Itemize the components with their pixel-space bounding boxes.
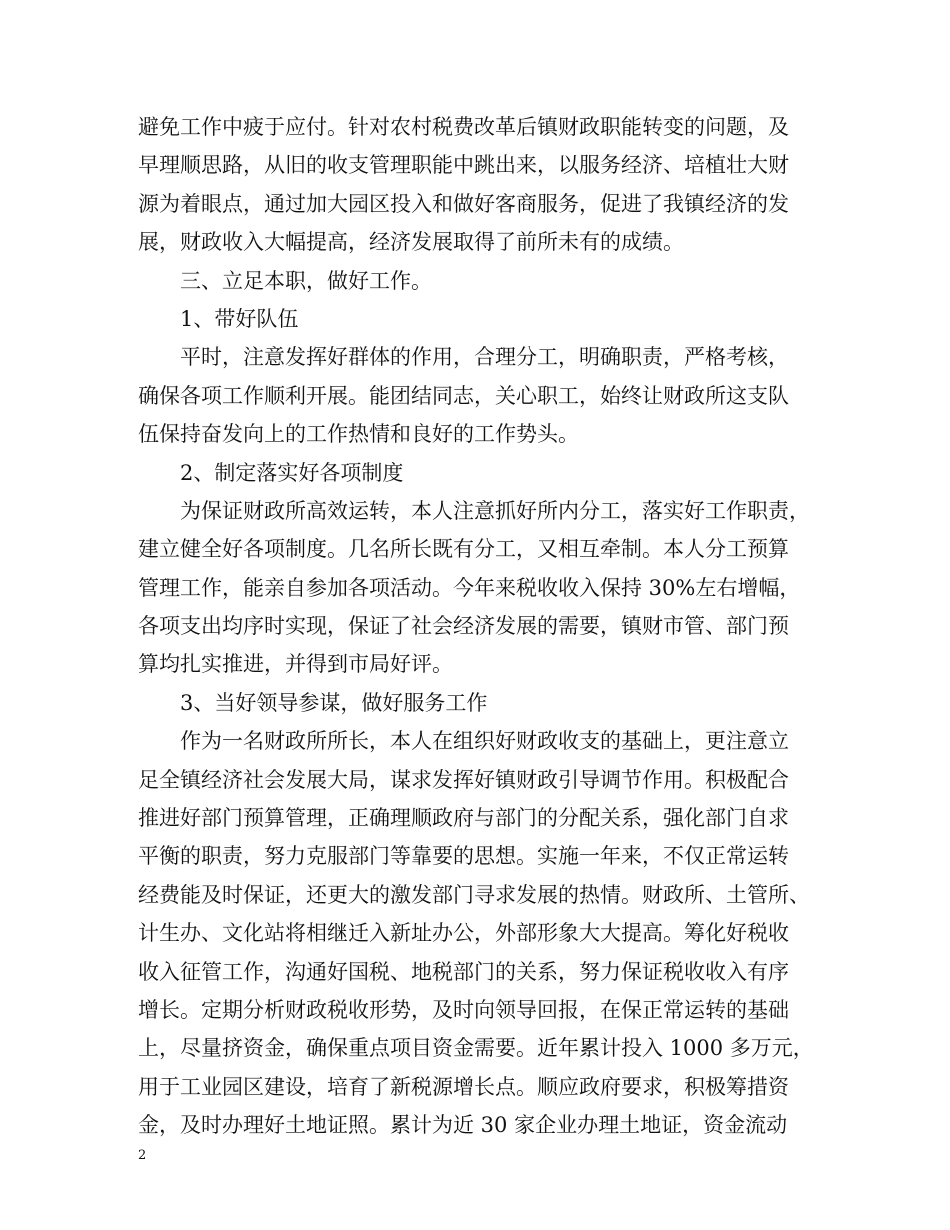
text-line-8: 确保各项工作顺利开展。能团结同志，关心职工，始终让财政所这支队 [138, 383, 789, 408]
text-line-20: 平衡的职责，努力克服部门等靠要的思想。实施一年来，不仅正常运转 [138, 844, 789, 869]
text-line-13: 管理工作，能亲自参加各项活动。今年来税收收入保持 30%左右增幅， [138, 575, 801, 600]
text-line-15: 算均扎实推进，并得到市局好评。 [138, 652, 453, 677]
text-line-11: 为保证财政所高效运转，本人注意抓好所内分工，落实好工作职责， [180, 498, 810, 523]
body-text [138, 108, 828, 1145]
text-line-24: 增长。定期分析财政税收形势，及时向领导回报，在保正常运转的基础 [138, 997, 789, 1022]
text-line-22: 计生办、文化站将相继迁入新址办公，外部形象大大提高。筹化好税收 [138, 921, 789, 946]
text-line-25: 上，尽量挤资金，确保重点项目资金需要。近年累计投入 1000 多万元， [138, 1036, 814, 1061]
text-line-17: 作为一名财政所所长，本人在组织好财政收支的基础上，更注意立 [180, 729, 789, 754]
text-line-2: 早理顺思路，从旧的收支管理职能中跳出来，以服务经济、培植壮大财 [138, 153, 789, 178]
subsection-heading-1: 1、带好队伍 [180, 306, 299, 331]
text-line-26: 用于工业园区建设，培育了新税源增长点。顺应政府要求，积极筹措资 [138, 1074, 789, 1099]
text-line-12: 建立健全好各项制度。几名所长既有分工，又相互牵制。本人分工预算 [138, 537, 789, 562]
subsection-heading-3: 3、当好领导参谋，做好服务工作 [180, 690, 488, 715]
text-line-9: 伍保持奋发向上的工作热情和良好的工作势头。 [138, 422, 579, 447]
text-line-7: 平时，注意发挥好群体的作用，合理分工，明确职责，严格考核， [180, 345, 789, 370]
text-line-4: 展，财政收入大幅提高，经济发展取得了前所未有的成绩。 [138, 230, 684, 255]
text-line-23: 收入征管工作，沟通好国税、地税部门的关系，努力保证税收收入有序 [138, 959, 789, 984]
text-line-19: 推进好部门预算管理，正确理顺政府与部门的分配关系，强化部门自求 [138, 806, 789, 831]
section-heading: 三、立足本职，做好工作。 [180, 268, 432, 293]
text-line-14: 各项支出均序时实现，保证了社会经济发展的需要，镇财市管、部门预 [138, 614, 789, 639]
text-line-18: 足全镇经济社会发展大局，谋求发挥好镇财政引导调节作用。积极配合 [138, 767, 789, 792]
text-line-1: 避免工作中疲于应付。针对农村税费改革后镇财政职能转变的问题，及 [138, 115, 789, 139]
text-line-21: 经费能及时保证，还更大的激发部门寻求发展的热情。财政所、土管所、 [138, 882, 810, 907]
page-number: 2 [138, 1148, 147, 1163]
text-line-3: 源为着眼点，通过加大园区投入和做好客商服务，促进了我镇经济的发 [138, 191, 789, 216]
text-line-27: 金，及时办理好土地证照。累计为近 30 家企业办理土地证，资金流动 [138, 1113, 788, 1138]
subsection-heading-2: 2、制定落实好各项制度 [180, 460, 404, 485]
